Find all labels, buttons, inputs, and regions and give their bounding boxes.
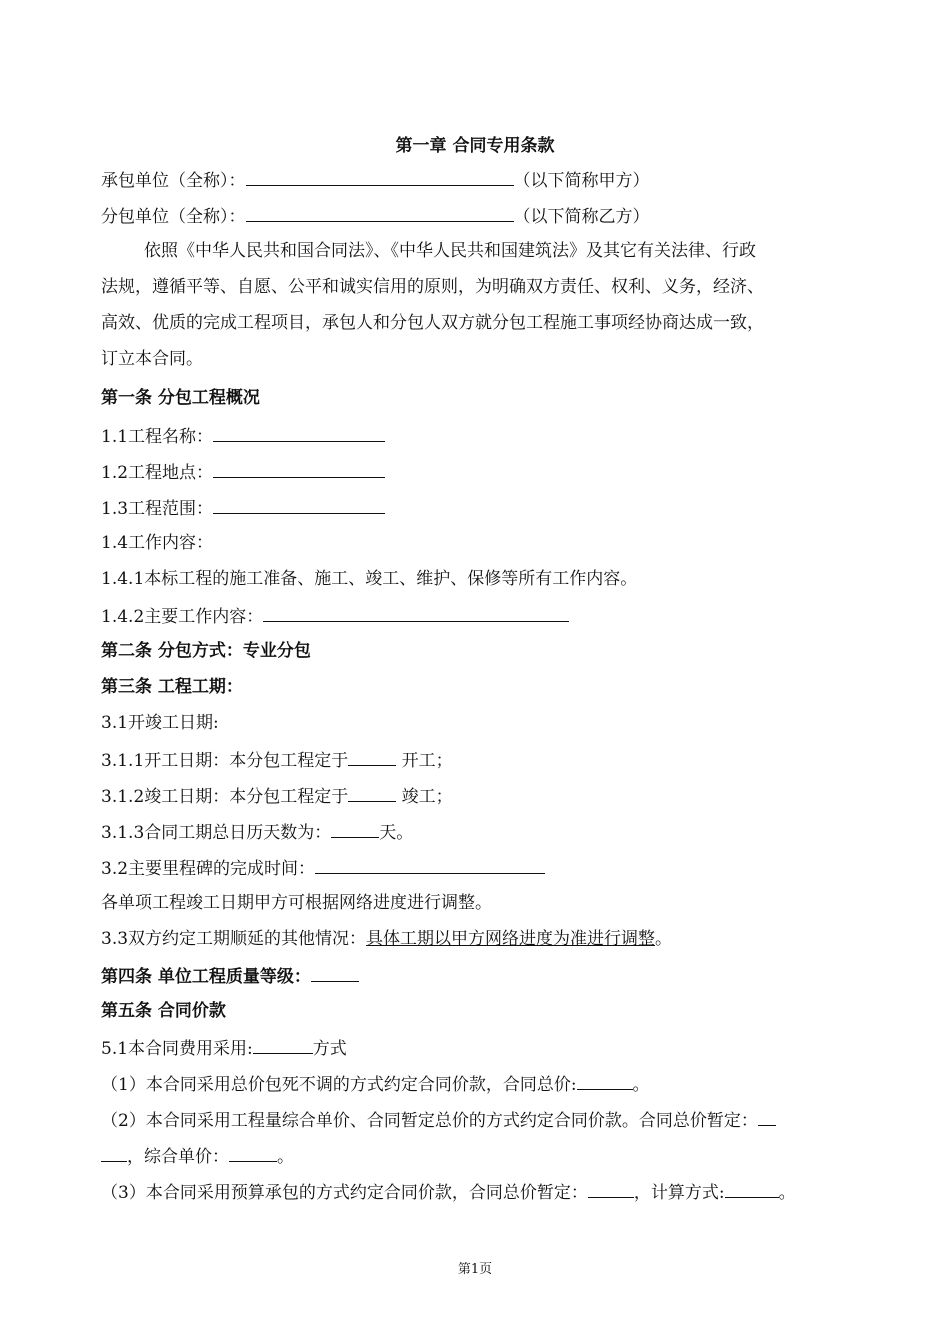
project-scope-blank xyxy=(213,495,385,514)
milestone-blank xyxy=(315,855,545,874)
party-a-label: 承包单位（全称）： xyxy=(101,171,246,191)
work-content-line: 1.4工作内容： xyxy=(101,533,214,553)
option-2-unit-label: ，综合单价： xyxy=(127,1147,229,1167)
preamble-line-2: 法规，遵循平等、自愿、公平和诚实信用的原则，为明确双方责任、权利、义务，经济、 xyxy=(101,277,764,297)
fee-method-line xyxy=(101,1035,347,1061)
extension-line xyxy=(101,927,672,951)
fee-method-suffix: 方式 xyxy=(312,1039,347,1059)
article-4-line xyxy=(101,963,359,989)
article-3-heading: 第三条 工程工期： xyxy=(101,677,243,697)
article-1-heading: 第一条 分包工程概况 xyxy=(101,388,260,408)
fee-method-blank xyxy=(253,1035,313,1054)
option-2-continuation xyxy=(101,1143,294,1169)
project-scope-line xyxy=(101,495,385,521)
project-name-line xyxy=(101,423,385,449)
option-3-method-label: ，计算方式: xyxy=(633,1183,725,1203)
fee-method-label: 5.1本合同费用采用: xyxy=(101,1039,253,1059)
option-3-line xyxy=(101,1179,796,1205)
option-3-blank xyxy=(588,1179,634,1198)
party-a-suffix: （以下简称甲方） xyxy=(513,171,650,191)
project-location-blank xyxy=(213,459,385,478)
option-1-line xyxy=(101,1071,650,1097)
end-date-line xyxy=(101,783,453,809)
option-2-line xyxy=(101,1107,776,1133)
end-date-blank xyxy=(348,783,396,802)
option-1-blank xyxy=(577,1071,633,1090)
party-b-line xyxy=(101,203,650,229)
option-3-text: （3）本合同采用预算承包的方式约定合同价款，合同总价暂定： xyxy=(101,1183,588,1203)
option-2-end: 。 xyxy=(277,1147,294,1167)
page-title: 第一章 合同专用条款 xyxy=(395,136,555,156)
page-number: 第1页 xyxy=(457,1262,493,1277)
extension-text: 具体工期以甲方网络进度为准进行调整 xyxy=(366,929,656,949)
schedule-line: 3.1开竣工日期: xyxy=(101,713,219,733)
extension-label: 3.3双方约定工期顺延的其他情况： xyxy=(101,929,367,949)
option-2-blank-end xyxy=(101,1143,127,1162)
project-location-label: 1.2工程地点： xyxy=(101,463,214,483)
article-5-heading: 第五条 合同价款 xyxy=(101,1001,226,1021)
party-b-suffix: （以下简称乙方） xyxy=(513,207,650,227)
start-date-line xyxy=(101,747,453,773)
work-content-2-line xyxy=(101,603,569,629)
total-days-label: 3.1.3合同工期总日历天数为： xyxy=(101,823,332,843)
end-date-suffix: 竣工； xyxy=(396,787,453,807)
work-content-1-line: 1.4.1本标工程的施工准备、施工、竣工、维护、保修等所有工作内容。 xyxy=(101,569,638,589)
project-location-line xyxy=(101,459,385,485)
project-scope-label: 1.3工程范围： xyxy=(101,499,214,519)
total-days-blank xyxy=(331,819,379,838)
start-date-label: 3.1.1开工日期：本分包工程定于 xyxy=(101,751,349,771)
option-1-text: （1）本合同采用总价包死不调的方式约定合同价款，合同总价: xyxy=(101,1075,577,1095)
extension-end: 。 xyxy=(655,929,673,949)
option-2-text: （2）本合同采用工程量综合单价、合同暂定总价的方式约定合同价款。合同总价暂定： xyxy=(101,1111,758,1131)
party-a-blank xyxy=(246,167,514,186)
quality-grade-blank xyxy=(311,963,359,982)
end-date-label: 3.1.2竣工日期：本分包工程定于 xyxy=(101,787,349,807)
start-date-suffix: 开工； xyxy=(396,751,453,771)
preamble-line-3: 高效、优质的完成工程项目，承包人和分包人双方就分包工程施工事项经协商达成一致， xyxy=(101,313,764,333)
article-4-heading: 第四条 单位工程质量等级： xyxy=(101,967,311,987)
adjustment-note-line: 各单项工程竣工日期甲方可根据网络进度进行调整。 xyxy=(101,893,492,913)
total-days-line xyxy=(101,819,413,845)
party-b-blank xyxy=(246,203,514,222)
start-date-blank xyxy=(348,747,396,766)
article-2-heading: 第二条 分包方式：专业分包 xyxy=(101,641,311,661)
unit-price-blank xyxy=(229,1143,277,1162)
option-3-end: 。 xyxy=(778,1183,796,1203)
work-content-2-blank xyxy=(263,603,569,622)
project-name-label: 1.1工程名称： xyxy=(101,427,214,447)
party-b-label: 分包单位（全称）： xyxy=(101,207,246,227)
option-2-blank-start xyxy=(758,1107,776,1126)
work-content-2-label: 1.4.2主要工作内容： xyxy=(101,607,264,627)
preamble-line-4: 订立本合同。 xyxy=(101,349,203,369)
milestone-label: 3.2主要里程碑的完成时间： xyxy=(101,859,316,879)
option-1-end: 。 xyxy=(632,1075,650,1095)
total-days-suffix: 天。 xyxy=(379,823,414,843)
milestone-line xyxy=(101,855,545,881)
project-name-blank xyxy=(213,423,385,442)
party-a-line xyxy=(101,167,650,193)
preamble-line-1: 依照《中华人民共和国合同法》、《中华人民共和国建筑法》及其它有关法律、行政 xyxy=(144,241,756,261)
calc-method-blank xyxy=(725,1179,779,1198)
